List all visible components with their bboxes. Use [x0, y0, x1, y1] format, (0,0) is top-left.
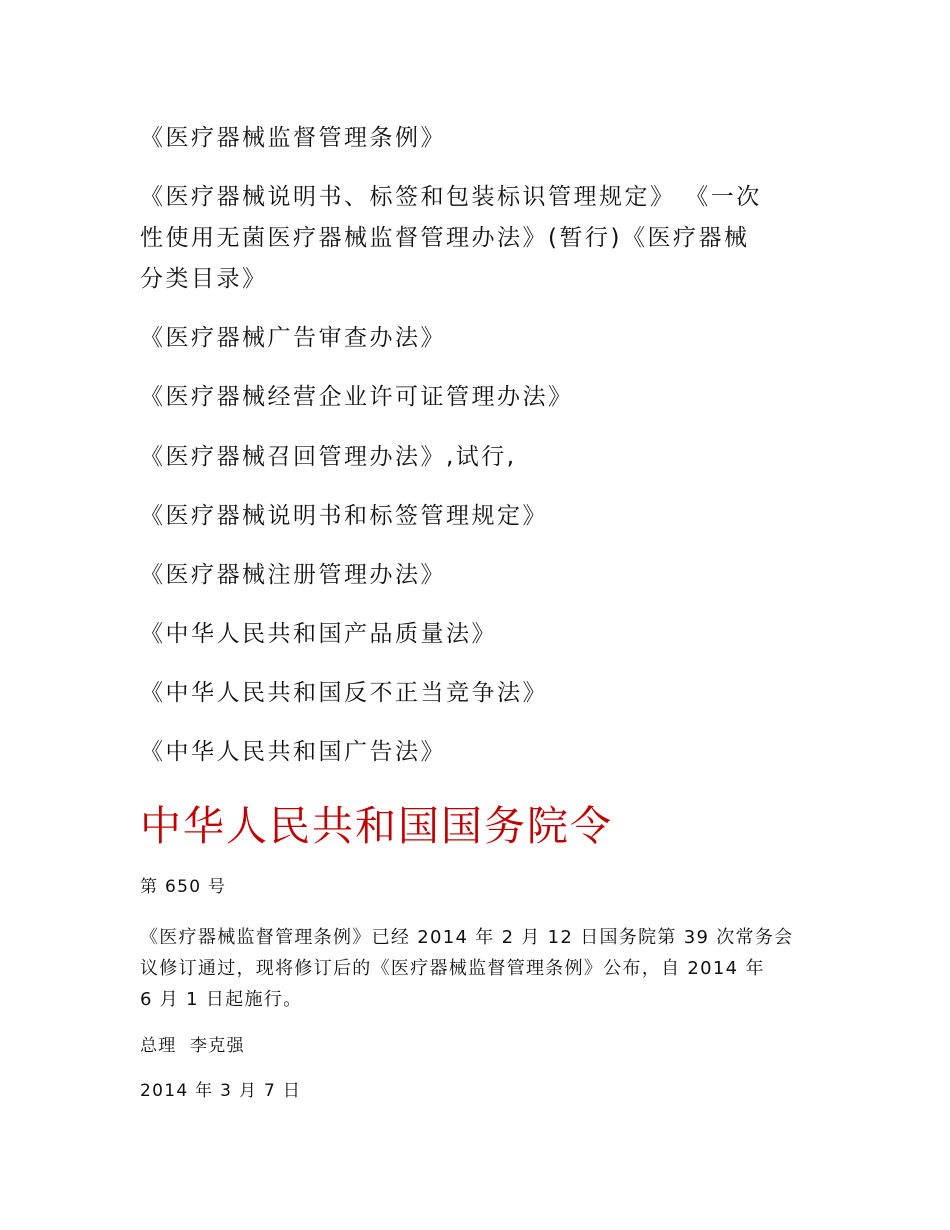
regulation-item: 《中华人民共和国反不正当竞争法》 [140, 680, 548, 706]
regulation-line: 性使用无菌医疗器械监督管理办法》(暂行)《医疗器械 [140, 225, 750, 251]
regulation-line: 分类目录》 [140, 266, 268, 292]
decree-body-line: 《医疗器械监督管理条例》已经 2014 年 2 月 12 日国务院第 39 次常务会 [140, 927, 794, 948]
regulation-line: 《医疗器械说明书、标签和包装标识管理规定》 《一次 [140, 184, 762, 210]
regulation-item: 《医疗器械注册管理办法》 [140, 562, 446, 588]
regulation-item: 《中华人民共和国广告法》 [140, 739, 446, 765]
regulation-item-multiline [140, 177, 810, 300]
decree-body [140, 922, 830, 1015]
regulation-item: 《医疗器械经营企业许可证管理办法》 [140, 384, 574, 410]
decree-body-line: 议修订通过，现将修订后的《医疗器械监督管理条例》公布，自 2014 年 [140, 958, 765, 979]
decree-number: 第 650 号 [140, 877, 227, 897]
regulation-item: 《医疗器械说明书和标签管理规定》 [140, 503, 548, 529]
decree-heading: 中华人民共和国国务院令 [140, 802, 613, 850]
decree-body-line: 6 月 1 日起施行。 [140, 989, 303, 1010]
regulation-item: 《医疗器械监督管理条例》 [140, 125, 446, 151]
regulation-item: 《医疗器械广告审查办法》 [140, 325, 446, 351]
regulation-item: 《医疗器械召回管理办法》,试行, [140, 444, 517, 470]
decree-date: 2014 年 3 月 7 日 [140, 1081, 302, 1101]
regulation-item: 《中华人民共和国产品质量法》 [140, 621, 497, 647]
decree-signatory: 总理 李克强 [140, 1036, 245, 1056]
